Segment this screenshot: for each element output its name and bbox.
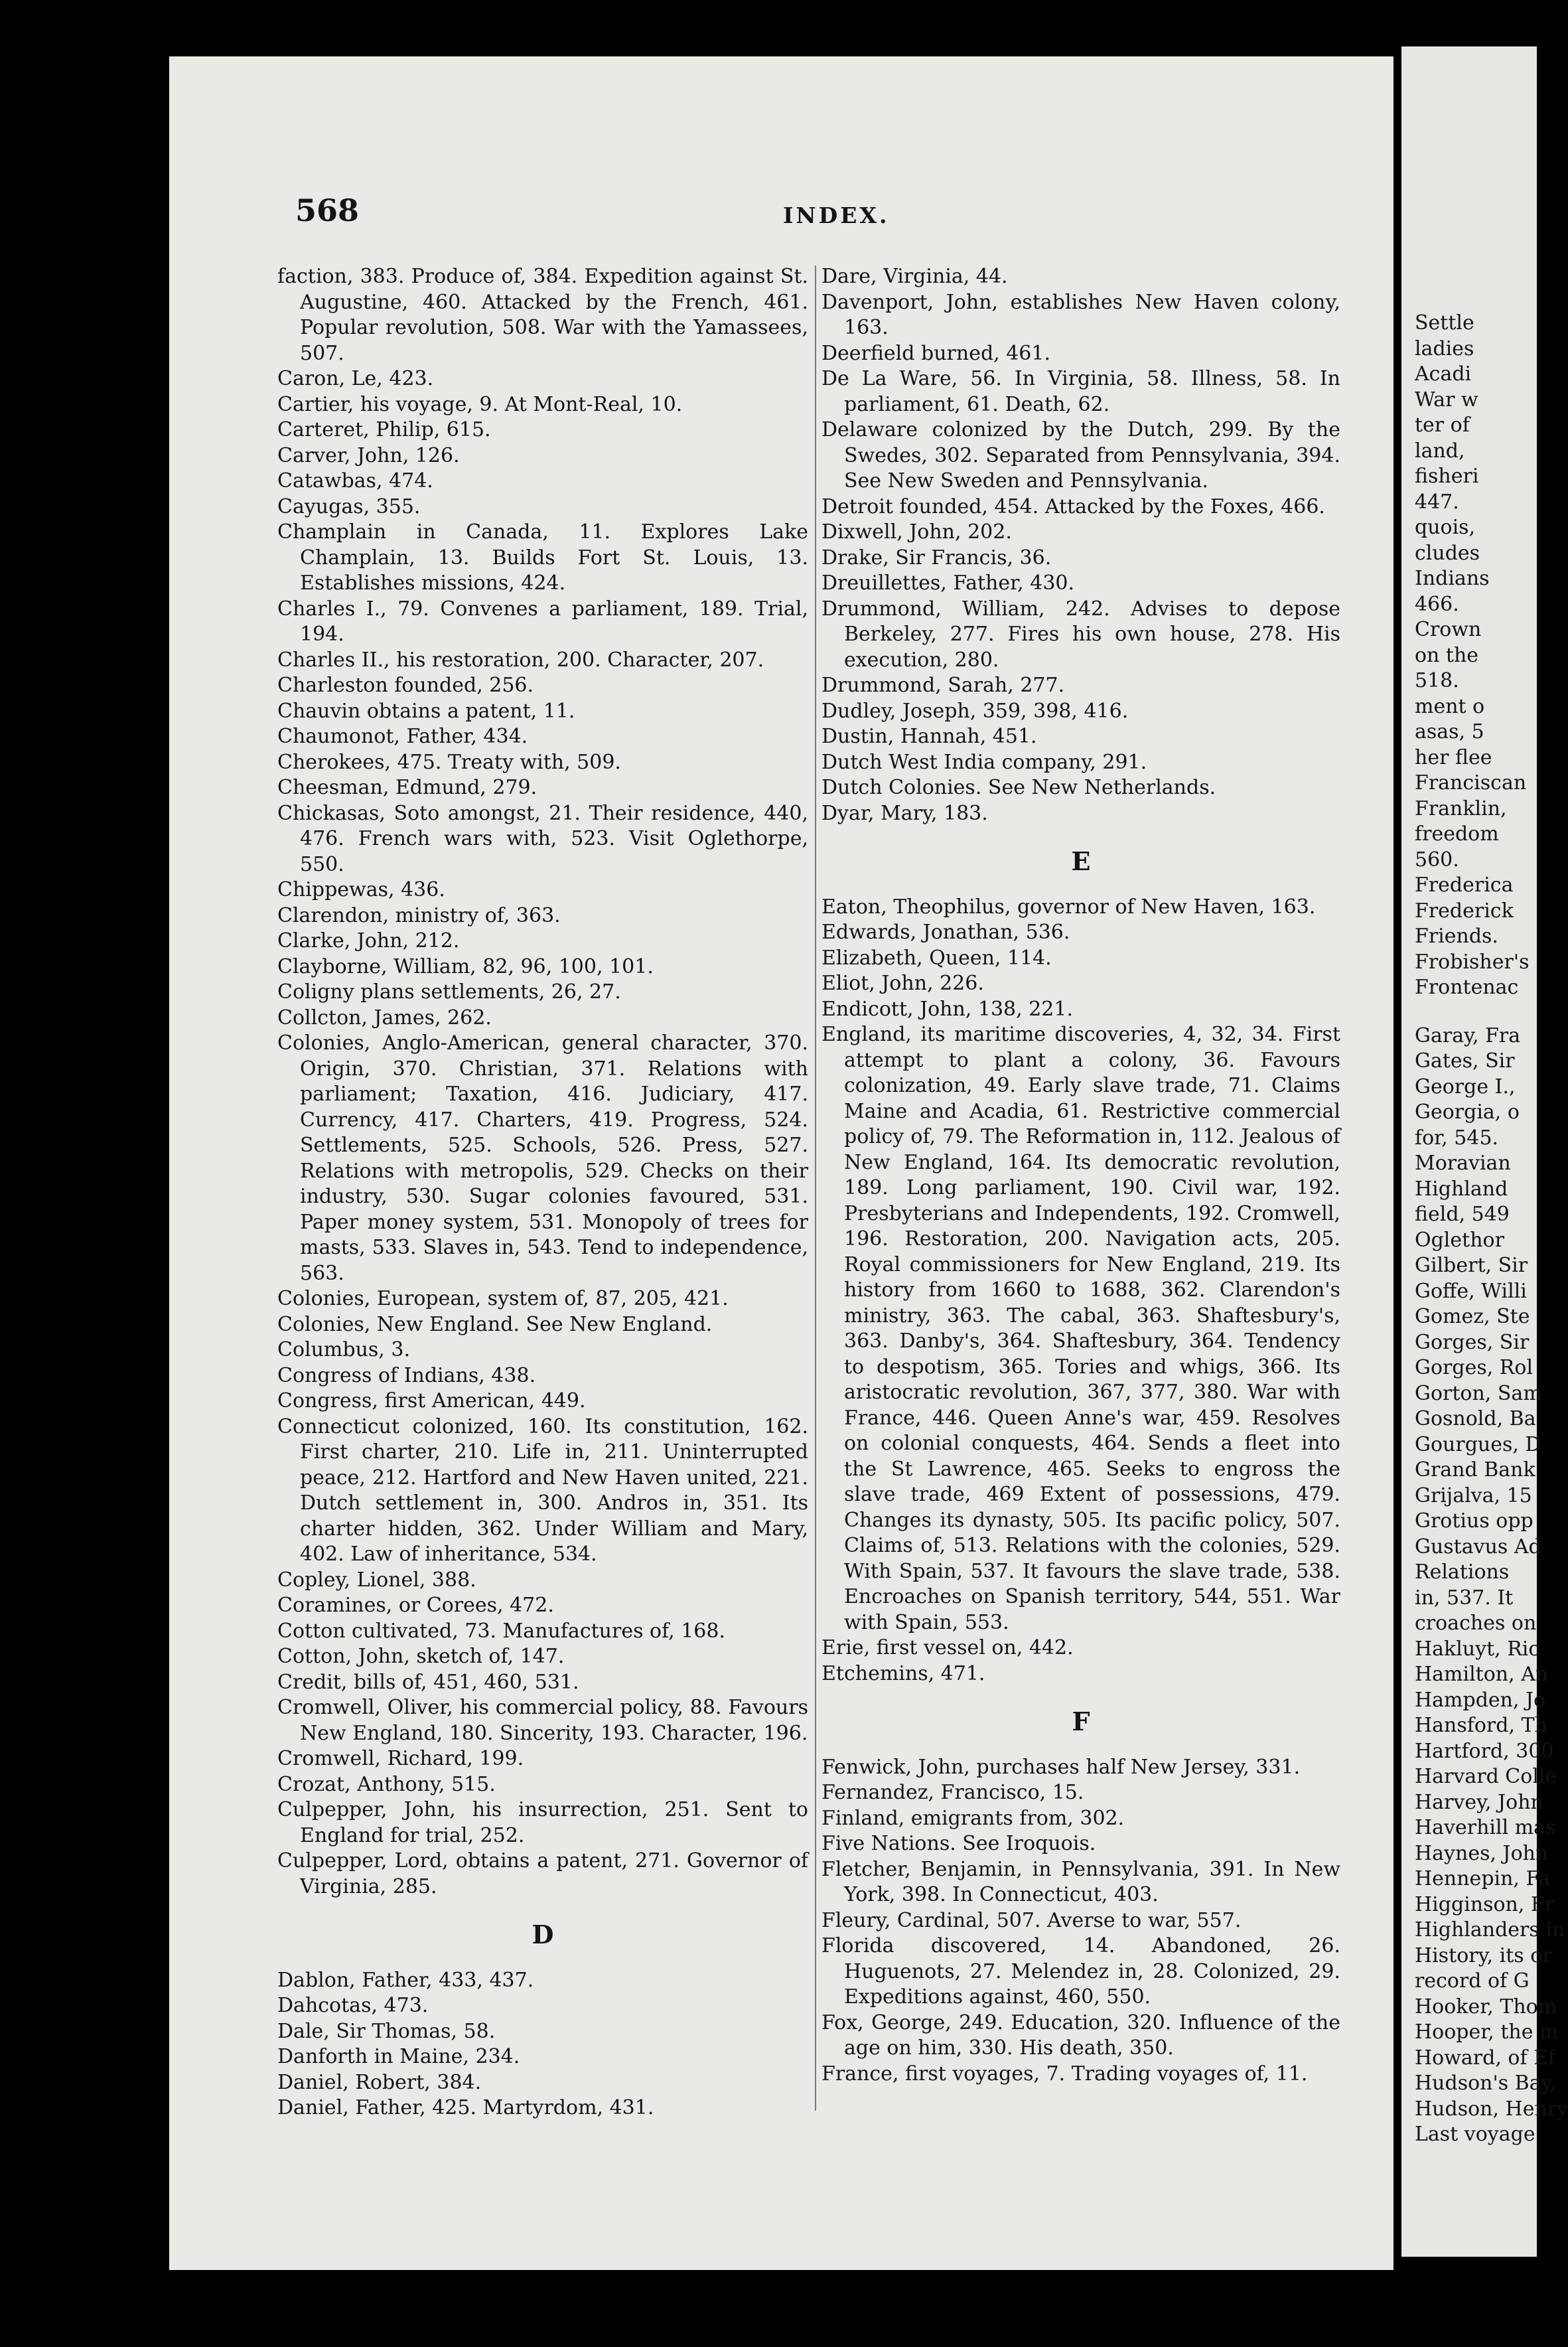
index-entry: land, — [1415, 439, 1465, 463]
index-entry: Hakluyt, Ric — [1415, 1637, 1540, 1661]
index-entry: Dablon, Father, 433, 437. — [277, 1968, 534, 1992]
index-entry: cludes — [1415, 541, 1480, 565]
index-entry: Eaton, Theophilus, governor of New Haven, 163. — [821, 895, 1316, 919]
index-entry: Gates, Sir — [1415, 1049, 1515, 1073]
index-entry: Harvey, John — [1415, 1790, 1543, 1814]
index-entry: Friends. — [1415, 925, 1498, 948]
index-entry: ment o — [1415, 694, 1485, 718]
index-entry: Drake, Sir Francis, 36. — [821, 546, 1052, 569]
section-letter: F — [1072, 1706, 1090, 1736]
index-entry: Caron, Le, 423. — [277, 367, 434, 390]
index-entry: fisheri — [1415, 465, 1479, 488]
index-entry: Five Nations. See Iroquois. — [821, 1832, 1096, 1855]
index-entry: Hennepin, Fa — [1415, 1867, 1551, 1890]
index-entry: Last voyage — [1415, 2123, 1535, 2146]
right-column — [1415, 311, 1568, 2148]
index-entry: War w — [1415, 388, 1478, 412]
index-entry: Drummond, Sarah, 277. — [821, 674, 1065, 697]
index-entry: Hudson, Henry — [1415, 2097, 1568, 2121]
page-number: 568 — [295, 192, 360, 228]
index-entry: Coligny plans settlements, 26, 27. — [277, 980, 621, 1004]
index-entry: Dale, Sir Thomas, 58. — [277, 2019, 496, 2043]
index-entry: Dudley, Joseph, 359, 398, 416. — [821, 699, 1129, 723]
index-entry: Frobisher's — [1415, 950, 1530, 974]
index-entry: Chippewas, 436. — [277, 878, 445, 901]
index-entry: Finland, emigrants from, 302. — [821, 1806, 1125, 1830]
index-entry: Columbus, 3. — [277, 1338, 410, 1361]
index-entry: Hansford, Th — [1415, 1714, 1547, 1737]
index-entry: Dahcotas, 473. — [277, 1994, 429, 2017]
index-entry: Fleury, Cardinal, 507. Averse to war, 557. — [821, 1908, 1242, 1932]
index-entry: Endicott, John, 138, 221. — [821, 997, 1073, 1021]
index-entry: Howard, of Ef — [1415, 2046, 1556, 2070]
index-entry: Frederick — [1415, 899, 1514, 923]
middle-column — [821, 264, 1340, 2087]
index-entry: in, 537. It — [1415, 1586, 1514, 1610]
index-entry: Culpepper, Lord, obtains a patent, 271. Governor of Virginia, 285. — [277, 1849, 808, 1898]
index-entry: Fox, George, 249. Education, 320. Influence of the age on him, 330. His death, 350. — [821, 2010, 1340, 2060]
index-entry: Charles I., 79. Convenes a parliament, 189. Trial, 194. — [277, 597, 808, 646]
index-entry: Dreuillettes, Father, 430. — [821, 571, 1075, 595]
index-entry: Erie, first vessel on, 442. — [821, 1636, 1074, 1659]
index-entry: Garay, Fra — [1415, 1023, 1521, 1047]
section-letter: D — [532, 1920, 554, 1949]
index-entry: Daniel, Father, 425. Martyrdom, 431. — [277, 2096, 654, 2119]
adjacent-page-fragment — [1401, 46, 1568, 2257]
index-entry: Culpepper, John, his insurrection, 251. Sent to England for trial, 252. — [277, 1798, 808, 1847]
index-entry: 518. — [1415, 669, 1459, 692]
page-title: INDEX. — [783, 202, 890, 228]
index-entry: Frontenac — [1415, 976, 1519, 999]
index-entry: Goffe, Willi — [1415, 1279, 1527, 1303]
index-entry: Colonies, New England. See New England. — [277, 1312, 713, 1336]
index-entry: George I., — [1415, 1075, 1516, 1098]
section-letter: E — [1071, 846, 1091, 876]
index-entry: Fenwick, John, purchases half New Jersey, 331. — [821, 1755, 1301, 1779]
index-entry: freedom — [1415, 822, 1499, 846]
left-column — [277, 264, 808, 2121]
index-entry: Relations — [1415, 1560, 1510, 1584]
column-divider — [815, 265, 816, 2111]
index-entry: Hudson's Bay, — [1415, 2072, 1557, 2095]
index-entry: France, first voyages, 7. Trading voyages of, 11. — [821, 2062, 1308, 2085]
index-entry: for, 545. — [1415, 1126, 1499, 1150]
index-entry: Gilbert, Sir — [1415, 1254, 1528, 1277]
index-entry: Eliot, John, 226. — [821, 972, 984, 995]
index-entry: Dutch Colonies. See New Netherlands. — [821, 776, 1216, 799]
index-entry: Charleston founded, 256. — [277, 674, 534, 697]
index-entry: quois, — [1415, 516, 1476, 539]
index-entry: Cherokees, 475. Treaty with, 509. — [277, 750, 621, 774]
index-entry: Copley, Lionel, 388. — [277, 1568, 476, 1592]
index-entry: Grijalva, 15 — [1415, 1483, 1532, 1507]
index-entry: Daniel, Robert, 384. — [277, 2070, 482, 2094]
index-entry: Fernandez, Francisco, 15. — [821, 1781, 1084, 1804]
index-entry: Franklin, — [1415, 796, 1507, 820]
index-entry: Hartford, 300 — [1415, 1739, 1554, 1763]
index-entry: Cromwell, Richard, 199. — [277, 1747, 524, 1770]
index-entry: Elizabeth, Queen, 114. — [821, 946, 1052, 970]
index-entry: Charles II., his restoration, 200. Character, 207. — [277, 648, 764, 672]
index-entry: Congress, first American, 449. — [277, 1389, 586, 1412]
index-entry: Dutch West India company, 291. — [821, 750, 1147, 774]
index-entry: Oglethor — [1415, 1228, 1504, 1252]
index-entry: Hampden, Jo — [1415, 1688, 1546, 1712]
index-entry: Cayugas, 355. — [277, 494, 421, 518]
index-entry: Congress of Indians, 438. — [277, 1363, 536, 1387]
index-entry: Cartier, his voyage, 9. At Mont-Real, 10. — [277, 392, 683, 416]
index-entry: her flee — [1415, 745, 1492, 769]
index-entry: Colonies, European, system of, 87, 205, 421. — [277, 1287, 729, 1310]
index-entry: Gorges, Sir — [1415, 1330, 1530, 1354]
index-entry: Gourgues, D — [1415, 1432, 1541, 1456]
index-entry: Clarendon, ministry of, 363. — [277, 903, 561, 927]
index-entry: 447. — [1415, 490, 1459, 514]
index-entry: Frederica — [1415, 873, 1514, 897]
index-entry: Franciscan — [1415, 771, 1527, 795]
index-entry: Collcton, James, 262. — [277, 1006, 492, 1029]
index-entry: Moravian — [1415, 1152, 1511, 1175]
index-entry: record of G — [1415, 1969, 1530, 1993]
index-entry: Chaumonot, Father, 434. — [277, 725, 528, 748]
index-entry: Edwards, Jonathan, 536. — [821, 921, 1070, 944]
index-entry: Georgia, o — [1415, 1100, 1520, 1124]
index-entry: Indians — [1415, 567, 1490, 590]
index-entry: England, its maritime discoveries, 4, 32, 34. First attempt to plant a colony, 36. Favours colonization, 49. Early slave trade, 71. Claims Maine and Acadia, 61. Restrictive commercial policy of, 79. The Reformation in, 112. Jealous of New England, 164. Its democratic revolution, 189. Long parliament, 190. Civil war, 192. Presbyterians and Independents, 192. Cromwell, 196. Restoration, 200. Navigation acts, 205. Royal commissioners for New England, 219. Its history from 1660 to 1688, 362. Clarendon's ministry, 363. The cabal, 363. Shaftesbury's, 363. Danby's, 364. Shaftesbury, 364. Tendency to despotism, 365. Tories and whigs, 366. Its aristocratic revolution, 367, 377, 380. War with France, 446. Queen Anne's war, 459. Resolves on colonial conquests, 464. Sends a fleet into the St Lawrence, 465. Seeks to engross the slave trade, 469 Extent of possessions, 479. Changes its dynasty, 505. Its pacific policy, 507. Claims of, 513. Relations with the colonies, 529. With Spain, 537. It favours the slave trade, 538. Encroaches on Spanish territory, 544, 551. War with Spain, 553. — [821, 1023, 1340, 1634]
index-entry: Dustin, Hannah, 451. — [821, 725, 1037, 748]
index-entry: Grand Bank — [1415, 1458, 1535, 1481]
index-entry: Cotton, John, sketch of, 147. — [277, 1645, 565, 1668]
index-entry: Deerfield burned, 461. — [821, 341, 1051, 365]
index-entry: Connecticut colonized, 160. Its constitution, 162. First charter, 210. Life in, 211. Uninterrupted peace, 212. Hartford and New Haven united, 221. Dutch settlement in, 300. Andros in, 351. Its charter hidden, 362. Under William and Mary, 402. Law of inheritance, 534. — [277, 1414, 808, 1566]
index-entry: Gomez, Ste — [1415, 1305, 1530, 1328]
index-entry: faction, 383. Produce of, 384. Expedition against St. Augustine, 460. Attacked by the French, 461. Popular revolution, 508. War with the Yamassees, 507. — [277, 265, 808, 365]
index-entry: Detroit founded, 454. Attacked by the Foxes, 466. — [821, 494, 1325, 518]
index-entry: Hooker, Thom — [1415, 1995, 1557, 2018]
index-entry: Colonies, Anglo-American, general character, 370. Origin, 370. Christian, 371. Relations with parliament; Taxation, 416. Judiciary, 417. Currency, 417. Charters, 419. Progress, 524. Settlements, 525. Schools, 526. Press, 527. Relations with metropolis, 529. Checks on their industry, 530. Sugar colonies favoured, 531. Paper money system, 531. Monopoly of trees for masts, 533. Slaves in, 543. Tend to independence, 563. — [277, 1031, 808, 1285]
index-entry: Settle — [1415, 311, 1474, 335]
index-entry: asas, 5 — [1415, 720, 1484, 743]
index-entry: Gustavus Ad — [1415, 1535, 1541, 1558]
index-entry: Catawbas, 474. — [277, 469, 433, 492]
index-entry: 560. — [1415, 848, 1459, 871]
index-entry: Clarke, John, 212. — [277, 929, 460, 952]
index-entry: Haynes, John — [1415, 1841, 1549, 1865]
index-entry: Cromwell, Oliver, his commercial policy, 88. Favours New England, 180. Sincerity, 193. Character, 196. — [277, 1696, 808, 1745]
index-entry: Cheesman, Edmund, 279. — [277, 776, 537, 799]
index-entry: Gosnold, Ba — [1415, 1407, 1536, 1430]
index-entry: ladies — [1415, 337, 1474, 360]
index-entry: Grotius opp — [1415, 1509, 1533, 1533]
index-entry: De La Ware, 56. In Virginia, 58. Illness, 58. In parliament, 61. Death, 62. — [821, 367, 1340, 416]
index-entry: Carteret, Philip, 615. — [277, 418, 491, 441]
section-letter — [1415, 1001, 1547, 1023]
index-entry: Haverhill mas — [1415, 1816, 1556, 1839]
index-entry: Delaware colonized by the Dutch, 299. By the Swedes, 302. Separated from Pennsylvania, 394. See New Sweden and Pennsylvania. — [821, 418, 1340, 492]
index-entry: Dare, Virginia, 44. — [821, 265, 1008, 288]
index-entry: Higginson, Fr — [1415, 1892, 1555, 1916]
index-entry: Crozat, Anthony, 515. — [277, 1772, 496, 1796]
index-entry: Chauvin obtains a patent, 11. — [277, 699, 575, 723]
index-entry: ter of — [1415, 414, 1470, 437]
index-entry: Highland — [1415, 1177, 1508, 1201]
index-entry: Fletcher, Benjamin, in Pennsylvania, 391. In New York, 398. In Connecticut, 403. — [821, 1857, 1340, 1906]
index-entry: Coramines, or Corees, 472. — [277, 1594, 554, 1617]
index-entry: 466. — [1415, 592, 1459, 616]
index-entry: Etchemins, 471. — [821, 1661, 985, 1685]
index-entry: Florida discovered, 14. Abandoned, 26. Huguenots, 27. Melendez in, 28. Colonized, 29. Expeditions against, 460, 550. — [821, 1934, 1340, 2008]
index-entry: Gorton, Sam — [1415, 1381, 1542, 1405]
index-entry: Chickasas, Soto amongst, 21. Their residence, 440, 476. French wars with, 523. Visit Oglethorpe, 550. — [277, 801, 808, 876]
index-entry: croaches on — [1415, 1612, 1537, 1635]
index-entry: Dyar, Mary, 183. — [821, 801, 988, 825]
index-entry: Hooper, the m — [1415, 2020, 1559, 2044]
index-entry: on the — [1415, 643, 1479, 667]
index-entry: Acadi — [1415, 362, 1472, 386]
index-entry: Hamilton, An — [1415, 1663, 1549, 1686]
index-entry: Crown — [1415, 618, 1482, 641]
index-entry: Clayborne, William, 82, 96, 100, 101. — [277, 954, 654, 978]
index-entry: Davenport, John, establishes New Haven colony, 163. — [821, 290, 1340, 339]
index-entry: Harvard Colle — [1415, 1765, 1557, 1788]
index-entry: Dixwell, John, 202. — [821, 520, 1012, 544]
index-entry: History, its or — [1415, 1943, 1552, 1967]
index-entry: Champlain in Canada, 11. Explores Lake Champlain, 13. Builds Fort St. Louis, 13. Establishes missions, 424. — [277, 520, 808, 595]
index-entry: field, 549 — [1415, 1203, 1510, 1226]
index-entry: Carver, John, 126. — [277, 443, 460, 467]
index-entry: Highlanders in — [1415, 1918, 1565, 1941]
index-entry: Gorges, Rol — [1415, 1356, 1533, 1379]
index-entry: Danforth in Maine, 234. — [277, 2045, 520, 2068]
index-entry: Cotton cultivated, 73. Manufactures of, 168. — [277, 1619, 725, 1643]
index-entry: Drummond, William, 242. Advises to depose Berkeley, 277. Fires his own house, 278. His execution, 280. — [821, 597, 1340, 672]
index-entry: Credit, bills of, 451, 460, 531. — [277, 1670, 579, 1694]
